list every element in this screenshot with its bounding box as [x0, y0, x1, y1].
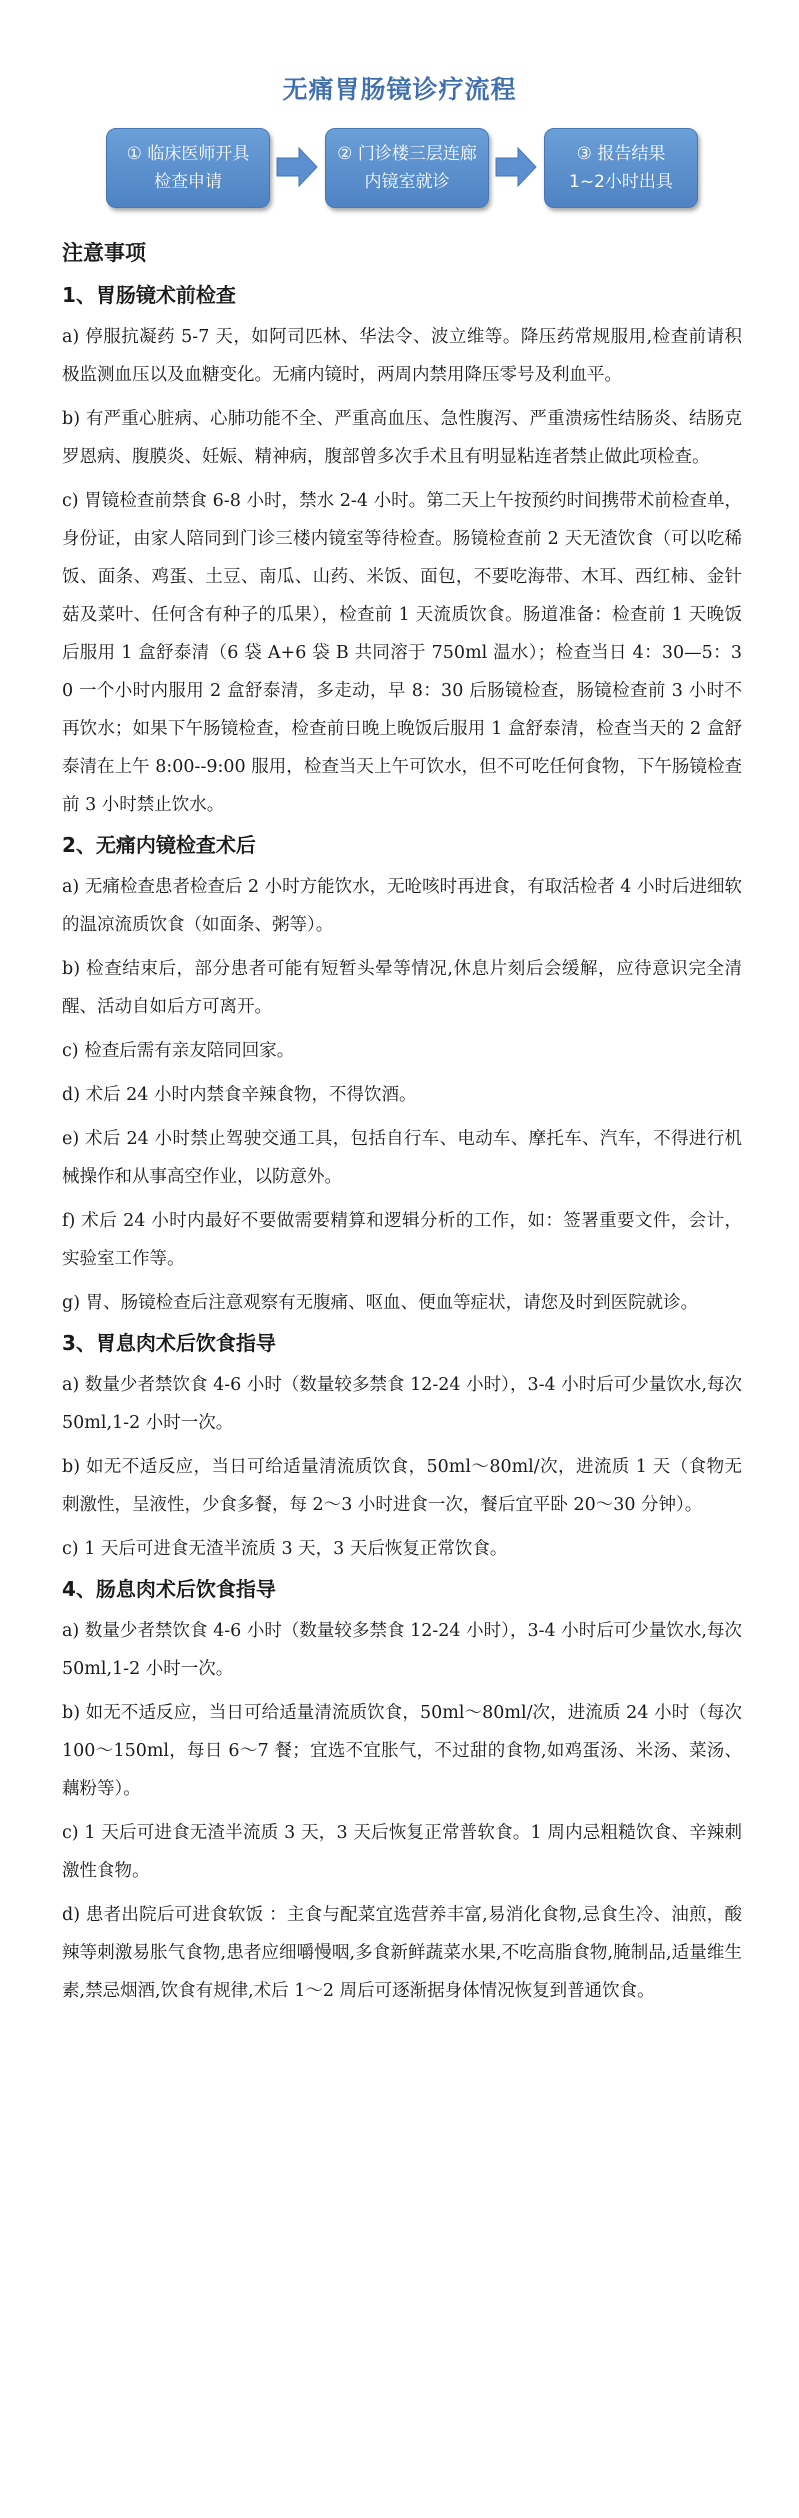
flow-step-1-line1: ① 临床医师开具: [126, 144, 250, 164]
instruction-paragraph: c) 检查后需有亲友陪同回家。: [62, 1041, 295, 1061]
instruction-paragraph: d) 术后 24 小时内禁食辛辣食物，不得饮酒。: [62, 1085, 417, 1105]
instruction-paragraph: g) 胃、肠镜检查后注意观察有无腹痛、呕血、便血等症状，请您及时到医院就诊。: [62, 1293, 699, 1313]
flow-step-2-line1: ② 门诊楼三层连廊: [337, 144, 477, 164]
section-pre-exam: [62, 280, 742, 824]
page-title: 无痛胃肠镜诊疗流程: [282, 75, 517, 104]
flow-step-3-line1: ③ 报告结果: [576, 144, 666, 164]
section-title: 2、无痛内镜检查术后: [62, 833, 256, 857]
instruction-paragraph: c) 1 天后可进食无渣半流质 3 天，3 天后恢复正常饮食。: [62, 1539, 508, 1559]
right-arrow-icon: [275, 146, 319, 188]
section-title: 3、胃息肉术后饮食指导: [62, 1331, 276, 1355]
instruction-paragraph: a) 无痛检查患者检查后 2 小时方能饮水，无呛咳时再进食，有取活检者 4 小时后进细软的温凉流质饮食（如面条、粥等）。: [62, 877, 742, 935]
flow-step-3-line2: 1~2小时出具: [569, 172, 673, 192]
section-title: 4、肠息肉术后饮食指导: [62, 1577, 276, 1601]
instruction-paragraph: a) 数量少者禁饮食 4-6 小时（数量较多禁食 12-24 小时），3-4 小时后可少量饮水,每次 50ml,1-2 小时一次。: [62, 1621, 742, 1679]
section-post-exam: [62, 830, 742, 1322]
instruction-paragraph: b) 检查结束后，部分患者可能有短暂头晕等情况,休息片刻后会缓解，应待意识完全清醒、活动自如后方可离开。: [62, 959, 742, 1017]
section-gastric-polyp-diet: [62, 1328, 742, 1568]
instruction-paragraph: d) 患者出院后可进食软饭 ：主食与配菜宜选营养丰富,易消化食物,忌食生冷、油煎，酸辣等刺激易胀气食物,患者应细嚼慢咽,多食新鲜蔬菜水果,不吃高脂食物,腌制品,适量维生素,禁忌烟酒,饮食有规律,术后 1～2 周后可逐渐据身体情况恢复到普通饮食。: [62, 1905, 742, 2001]
instruction-paragraph: a) 数量少者禁饮食 4-6 小时（数量较多禁食 12-24 小时），3-4 小时后可少量饮水,每次 50ml,1-2 小时一次。: [62, 1375, 742, 1433]
instruction-paragraph: b) 如无不适反应，当日可给适量清流质饮食，50ml～80ml/次，进流质 1 天（食物无刺激性，呈液性，少食多餐，每 2～3 小时进食一次，餐后宜平卧 20～30 分钟）。: [62, 1457, 742, 1515]
right-arrow-icon: [494, 146, 538, 188]
flow-step-3: [544, 128, 698, 208]
instruction-paragraph: c) 胃镜检查前禁食 6-8 小时，禁水 2-4 小时。第二天上午按预约时间携带术前检查单，身份证，由家人陪同到门诊三楼内镜室等待检查。肠镜检查前 2 天无渣饮食（可以吃稀饭、面条、鸡蛋、土豆、南瓜、山药、米饭、面包，不要吃海带、木耳、西红柿、金针菇及菜叶、任何含有种子的瓜果），检查前 1 天流质饮食。肠道准备：检查前 1 天晚饭后服用 1 盒舒泰清（6 袋 A+6 袋 B 共同溶于 750ml 温水）；检查当日 4：30—5：30 一个小时内服用 2 盒舒泰清，多走动，早 8：30 后肠镜检查，肠镜检查前 3 小时不再饮水；如果下午肠镜检查，检查前日晚上晚饭后服用 1 盒舒泰清，检查当天的 2 盒舒泰清在上午 8:00--9:00 服用，检查当天上午可饮水，但不可吃任何食物，下午肠镜检查前 3 小时禁止饮水。: [62, 491, 742, 815]
instruction-paragraph: f) 术后 24 小时内最好不要做需要精算和逻辑分析的工作，如：签署重要文件，会计，实验室工作等。: [62, 1211, 742, 1269]
flow-step-1-line2: 检查申请: [154, 172, 222, 192]
flow-step-2: [325, 128, 489, 208]
instruction-paragraph: b) 有严重心脏病、心肺功能不全、严重高血压、急性腹泻、严重溃疡性结肠炎、结肠克罗恩病、腹膜炎、妊娠、精神病，腹部曾多次手术且有明显粘连者禁止做此项检查。: [62, 409, 742, 467]
flow-step-1: [106, 128, 270, 208]
notice-title: 注意事项: [62, 241, 146, 265]
flow-step-2-line2: 内镜室就诊: [364, 172, 450, 192]
instruction-paragraph: a) 停服抗凝药 5-7 天，如阿司匹林、华法令、波立维等。降压药常规服用,检查前请积极监测血压以及血糖变化。无痛内镜时，两周内禁用降压零号及利血平。: [62, 327, 742, 385]
notice-content: [62, 238, 742, 2016]
process-flow: [0, 128, 799, 212]
section-title: 1、胃肠镜术前检查: [62, 283, 236, 307]
section-colon-polyp-diet: [62, 1574, 742, 2010]
instruction-paragraph: c) 1 天后可进食无渣半流质 3 天，3 天后恢复正常普软食。1 周内忌粗糙饮食、辛辣刺激性食物。: [62, 1823, 742, 1881]
instruction-paragraph: b) 如无不适反应，当日可给适量清流质饮食，50ml～80ml/次，进流质 24 小时（每次 100～150ml，每日 6～7 餐；宜选不宜胀气，不过甜的食物,如鸡蛋汤、米汤、菜汤、藕粉等）。: [62, 1703, 742, 1799]
instruction-paragraph: e) 术后 24 小时禁止驾驶交通工具，包括自行车、电动车、摩托车、汽车，不得进行机械操作和从事高空作业，以防意外。: [62, 1129, 742, 1187]
